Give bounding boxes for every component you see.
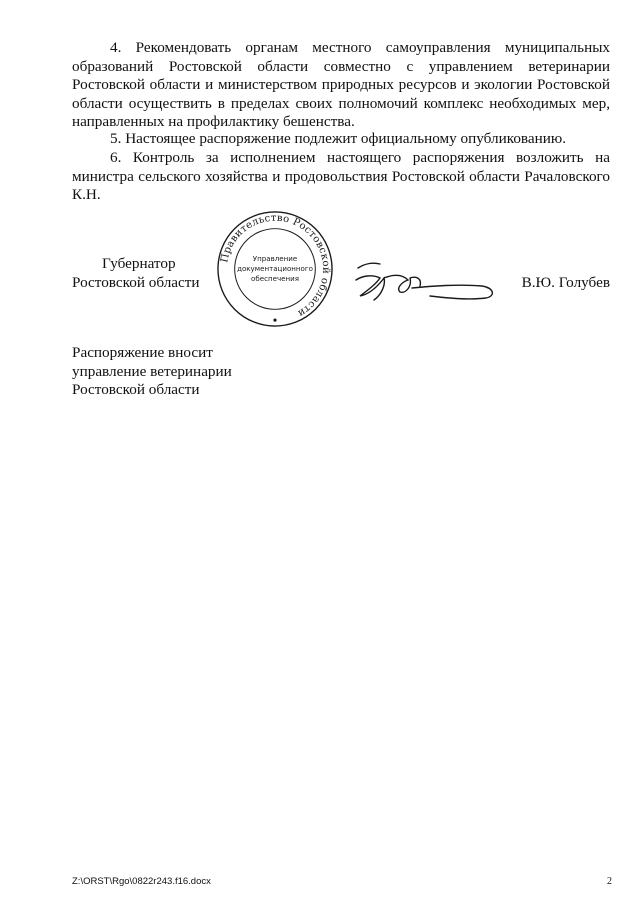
submitted-by-line1: Распоряжение вносит: [72, 344, 213, 361]
signatory-name: В.Ю. Голубев: [521, 274, 610, 291]
stamp-inner-line3: обеспечения: [251, 273, 299, 283]
stamp-inner-line2: документационного: [237, 263, 313, 273]
signatory-title-line2: Ростовской области: [72, 273, 200, 291]
submitted-by-line2: управление ветеринарии: [72, 362, 232, 380]
submitted-by-line3: Ростовской области: [72, 381, 200, 399]
submitted-by-note: [72, 344, 372, 400]
signatory-title-line1: Губернатор: [102, 255, 176, 272]
stamp-outer-text: Правительство Ростовской области: [219, 212, 332, 319]
stamp-inner-line1: Управление: [252, 254, 298, 264]
footer-page-number: 2: [607, 876, 612, 887]
paragraph-6: 6. Контроль за исполнением настоящего распоряжения возложить на министра сельского хозяйства и продовольствия Ростовской области Рачаловского К.Н.: [72, 149, 610, 204]
footer-file-path: Z:\ORST\Rgo\0822r243.f16.docx: [72, 876, 211, 887]
signatory-title: [72, 255, 212, 292]
paragraph-4: 4. Рекомендовать органам местного самоуправления муниципальных образований Ростовской области совместно с управлением ветеринарии Ростовской области и министерством природных ресурсов и экологии Ростовской области осуществить в пределах своих полномочий комплекс необходимых мер, направленных на профилактику бешенства.: [72, 39, 610, 131]
paragraph-5: 5. Настоящее распоряжение подлежит официальному опубликованию.: [110, 130, 567, 147]
handwritten-signature: [350, 256, 500, 304]
official-seal-stamp: [216, 210, 334, 328]
